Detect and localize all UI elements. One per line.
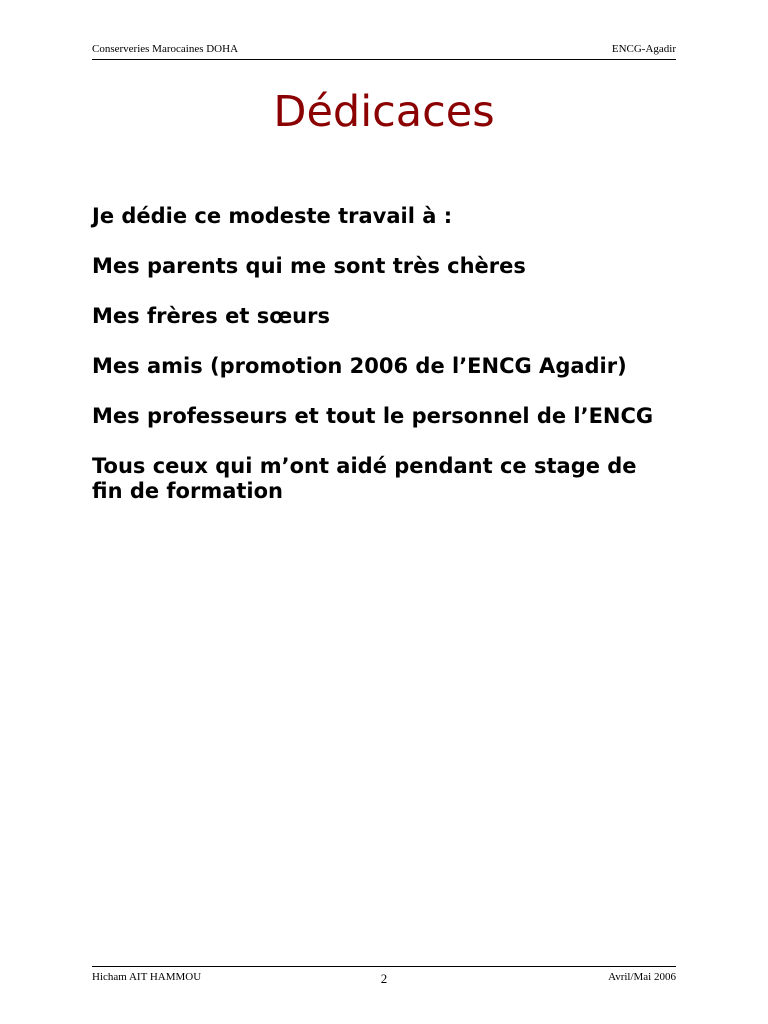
dedication-parents: Mes parents qui me sont très chères — [92, 254, 526, 278]
footer-date: Avril/Mai 2006 — [608, 971, 676, 983]
dedication-everyone: Tous ceux qui m’ont aidé pendant ce stage de fin de formation — [92, 454, 637, 503]
dedication-body — [92, 204, 672, 529]
dedication-intro: Je dédie ce modeste travail à : — [92, 204, 453, 228]
header-left-text: Conserveries Marocaines DOHA — [92, 43, 239, 55]
footer-author: Hicham AIT HAMMOU — [92, 971, 202, 983]
dedication-professors: Mes professeurs et tout le personnel de l’ENCG — [92, 404, 654, 428]
page-title: Dédicaces — [273, 87, 495, 137]
page-header — [92, 41, 676, 60]
footer-page-number: 2 — [380, 971, 388, 986]
dedication-siblings: Mes frères et sœurs — [92, 304, 330, 328]
header-right-text: ENCG-Agadir — [611, 43, 676, 55]
dedication-friends: Mes amis (promotion 2006 de l’ENCG Agadir) — [92, 354, 627, 378]
page-footer — [92, 966, 676, 985]
